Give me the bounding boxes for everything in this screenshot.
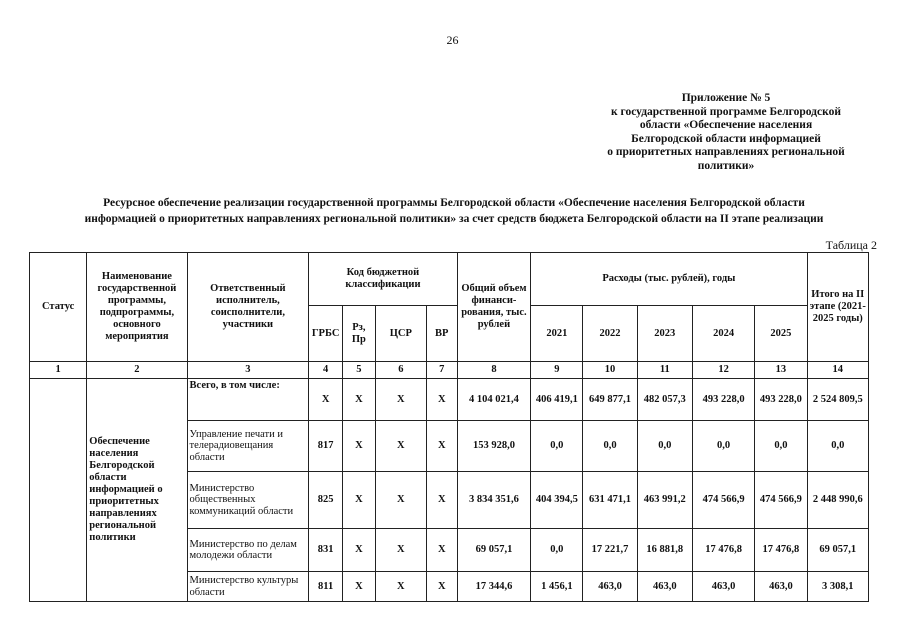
header-grbs: ГРБС <box>309 306 343 362</box>
year-2023-cell: 463 991,2 <box>637 472 692 529</box>
grbs-cell: 817 <box>309 421 343 472</box>
vr-cell: Х <box>426 421 457 472</box>
header-total-volume: Общий объем финанси-рования, тыс. рублей <box>457 253 531 362</box>
year-2022-cell: 463,0 <box>583 572 637 602</box>
year-2021-cell: 0,0 <box>531 529 583 572</box>
year-2021-cell: 406 419,1 <box>531 379 583 421</box>
executor-cell: Министерство по делам молодежи области <box>187 529 309 572</box>
csr-cell: Х <box>375 472 426 529</box>
year-2025-cell: 493 228,0 <box>755 379 807 421</box>
year-2023-cell: 16 881,8 <box>637 529 692 572</box>
column-number: 10 <box>583 362 637 379</box>
status-cell <box>30 379 87 602</box>
executor-cell: Министерство общественных коммуникаций области <box>187 472 309 529</box>
total-cell: 17 344,6 <box>457 572 531 602</box>
header-executor: Ответственный исполнитель, соисполнители, участники <box>187 253 309 362</box>
page-number: 26 <box>446 33 459 47</box>
stage-total-cell: 3 308,1 <box>807 572 869 602</box>
header-rzpr: Рз, Пр <box>343 306 376 362</box>
vr-cell: Х <box>426 472 457 529</box>
header-year-2025: 2025 <box>755 306 807 362</box>
csr-cell: Х <box>375 529 426 572</box>
rzpr-cell: Х <box>343 529 376 572</box>
year-2021-cell: 1 456,1 <box>531 572 583 602</box>
document-title-line: информацией о приоритетных направлениях региональной политики» за счет средств бюджета Белгородской области на II этапе реализации <box>84 213 824 225</box>
csr-cell: Х <box>375 572 426 602</box>
rzpr-cell: Х <box>343 572 376 602</box>
grbs-cell: 811 <box>309 572 343 602</box>
csr-cell: Х <box>375 379 426 421</box>
year-2024-cell: 474 566,9 <box>692 472 754 529</box>
executor-cell: Министерство культуры области <box>187 572 309 602</box>
stage-total-cell: 0,0 <box>807 421 869 472</box>
grbs-cell: 831 <box>309 529 343 572</box>
year-2024-cell: 493 228,0 <box>692 379 754 421</box>
appendix-line: к государственной программе Белгородской <box>611 105 841 118</box>
appendix-block <box>560 92 892 174</box>
rzpr-cell: Х <box>343 379 376 421</box>
year-2022-cell: 0,0 <box>583 421 637 472</box>
vr-cell: Х <box>426 572 457 602</box>
column-number: 3 <box>187 362 309 379</box>
stage-total-cell: 2 448 990,6 <box>807 472 869 529</box>
executor-cell: Всего, в том числе: <box>187 379 309 421</box>
rzpr-cell: Х <box>343 472 376 529</box>
column-number: 8 <box>457 362 531 379</box>
total-cell: 4 104 021,4 <box>457 379 531 421</box>
header-stage-total: Итого на II этапе (2021-2025 годы) <box>807 253 869 362</box>
appendix-line: о приоритетных направлениях региональной <box>607 146 845 159</box>
header-csr: ЦСР <box>375 306 426 362</box>
year-2024-cell: 463,0 <box>692 572 754 602</box>
appendix-line: политики» <box>697 159 755 172</box>
document-title-line: Ресурсное обеспечение реализации государственной программы Белгородской области «Обеспечение населения Белгородской области <box>103 197 805 209</box>
year-2023-cell: 463,0 <box>637 572 692 602</box>
year-2024-cell: 17 476,8 <box>692 529 754 572</box>
header-year-2024: 2024 <box>692 306 754 362</box>
year-2021-cell: 404 394,5 <box>531 472 583 529</box>
column-number: 13 <box>755 362 807 379</box>
total-cell: 3 834 351,6 <box>457 472 531 529</box>
appendix-title: Приложение № 5 <box>681 92 771 104</box>
year-2025-cell: 17 476,8 <box>755 529 807 572</box>
header-year-2023: 2023 <box>637 306 692 362</box>
header-year-2022: 2022 <box>583 306 637 362</box>
table-row-total <box>30 379 869 421</box>
year-2022-cell: 17 221,7 <box>583 529 637 572</box>
total-cell: 69 057,1 <box>457 529 531 572</box>
header-expenses: Расходы (тыс. рублей), годы <box>531 253 807 306</box>
column-number: 4 <box>309 362 343 379</box>
year-2025-cell: 474 566,9 <box>755 472 807 529</box>
column-number: 14 <box>807 362 869 379</box>
year-2023-cell: 0,0 <box>637 421 692 472</box>
year-2025-cell: 0,0 <box>755 421 807 472</box>
column-number: 12 <box>692 362 754 379</box>
vr-cell: Х <box>426 529 457 572</box>
table-label: Таблица 2 <box>825 238 877 252</box>
year-2022-cell: 631 471,1 <box>583 472 637 529</box>
header-budget-code: Код бюджетной классификации <box>309 253 457 306</box>
column-number: 1 <box>30 362 87 379</box>
year-2023-cell: 482 057,3 <box>637 379 692 421</box>
column-number: 11 <box>637 362 692 379</box>
appendix-line: Белгородской области информацией <box>631 132 821 145</box>
year-2021-cell: 0,0 <box>531 421 583 472</box>
csr-cell: Х <box>375 421 426 472</box>
header-program-name: Наименование государственной программы, подпрограммы, основного мероприятия <box>87 253 187 362</box>
stage-total-cell: 2 524 809,5 <box>807 379 869 421</box>
year-2022-cell: 649 877,1 <box>583 379 637 421</box>
program-name-cell: Обеспечение населения Белгородской области информацией о приоритетных направлениях региональной политики <box>87 379 187 602</box>
appendix-line: области «Обеспечение населения <box>639 119 813 132</box>
year-2025-cell: 463,0 <box>755 572 807 602</box>
total-cell: 153 928,0 <box>457 421 531 472</box>
grbs-cell: 825 <box>309 472 343 529</box>
column-number-row <box>30 362 869 379</box>
column-number: 9 <box>531 362 583 379</box>
column-number: 6 <box>375 362 426 379</box>
column-number: 5 <box>343 362 376 379</box>
document-title <box>20 195 888 227</box>
vr-cell: Х <box>426 379 457 421</box>
resource-table <box>29 252 869 602</box>
column-number: 2 <box>87 362 187 379</box>
header-year-2021: 2021 <box>531 306 583 362</box>
stage-total-cell: 69 057,1 <box>807 529 869 572</box>
rzpr-cell: Х <box>343 421 376 472</box>
header-vr: ВР <box>426 306 457 362</box>
grbs-cell: Х <box>309 379 343 421</box>
year-2024-cell: 0,0 <box>692 421 754 472</box>
executor-cell: Управление печати и телерадиовещания области <box>187 421 309 472</box>
column-number: 7 <box>426 362 457 379</box>
header-status: Статус <box>30 253 87 362</box>
